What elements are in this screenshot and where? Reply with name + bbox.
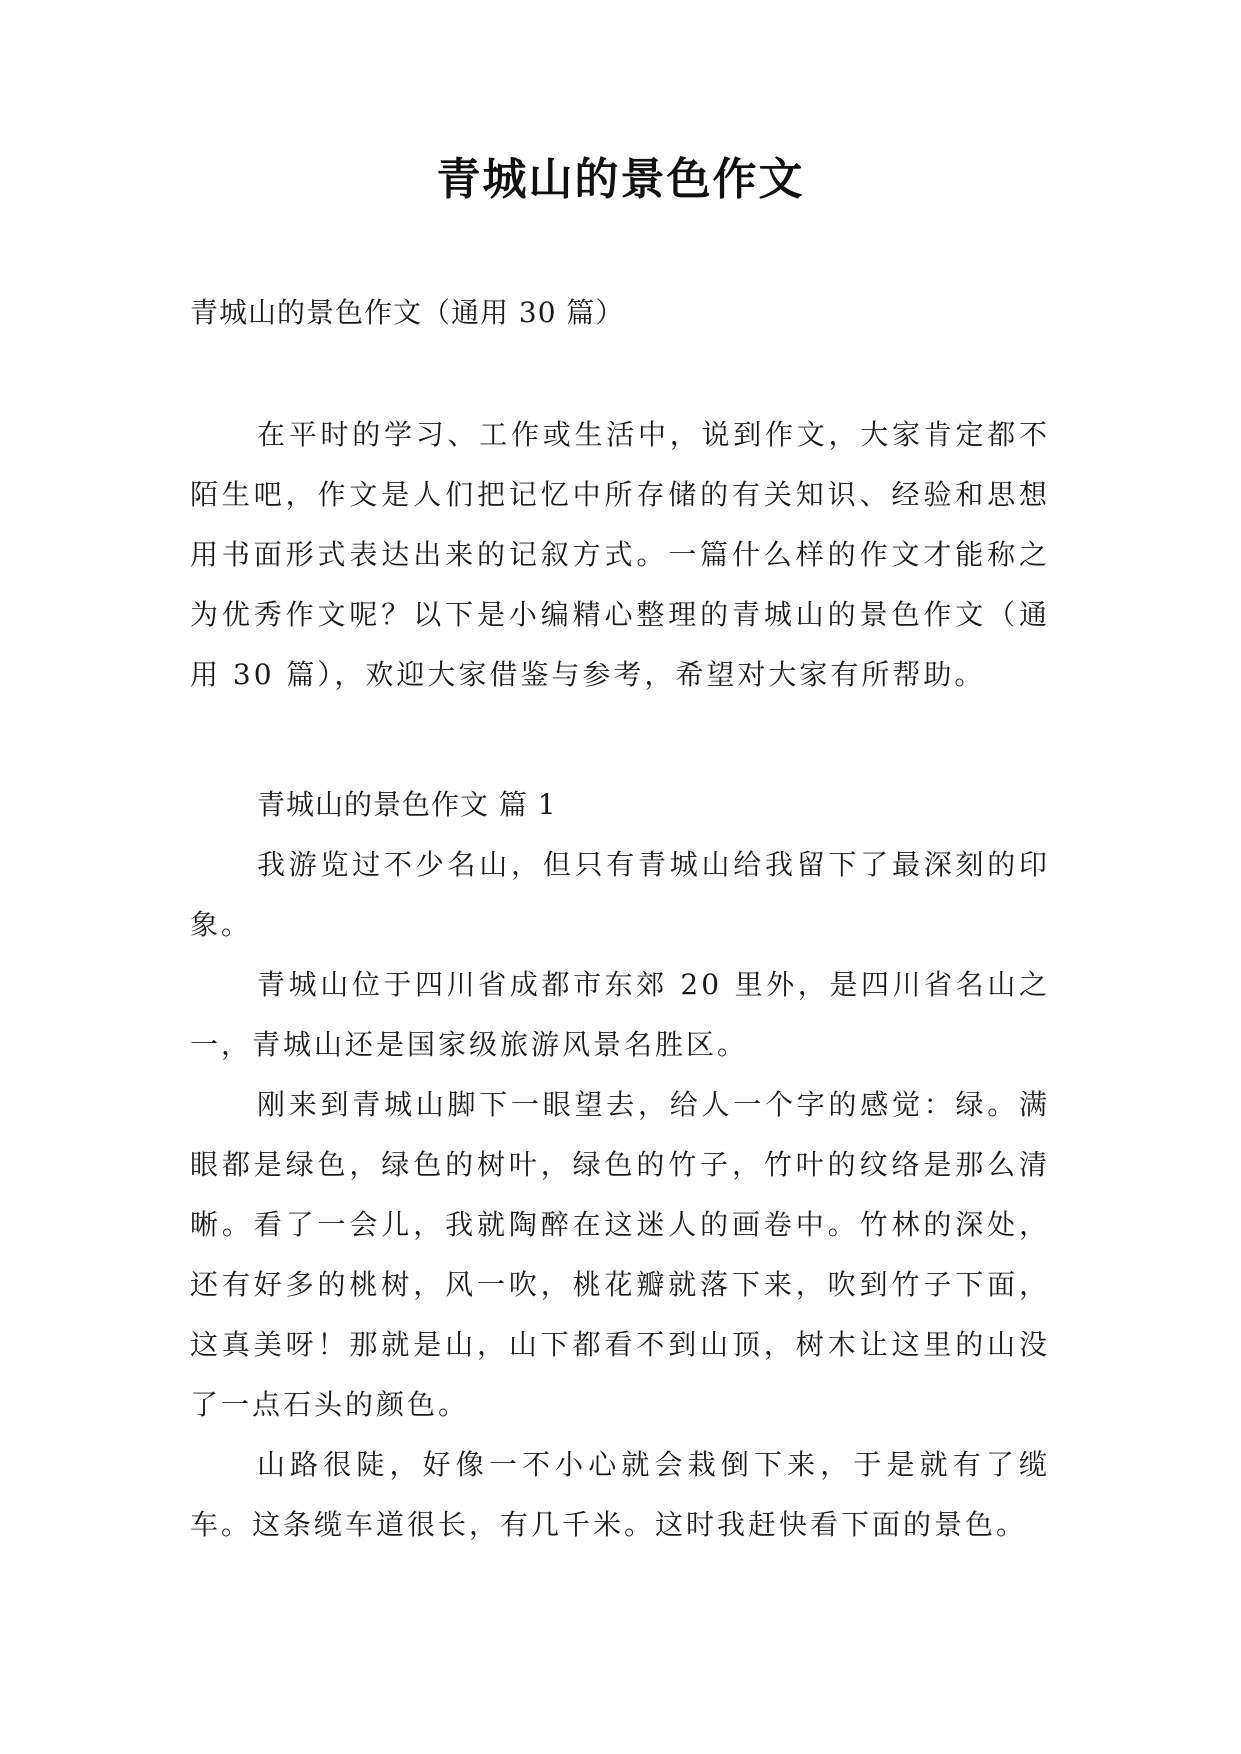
body-paragraph-3: 刚来到青城山脚下一眼望去，给人一个字的感觉：绿。满眼都是绿色，绿色的树叶，绿色的竹子，竹叶的纹络是那么清晰。看了一会儿，我就陶醉在这迷人的画卷中。竹林的深处，还有好多的桃树，风一吹，桃花瓣就落下来，吹到竹子下面，这真美呀！那就是山，山下都看不到山顶，树木让这里的山没了一点石头的颜色。 xyxy=(190,1088,1050,1421)
body-paragraph-4: 山路很陡，好像一不小心就会栽倒下来，于是就有了缆车。这条缆车道很长，有几千米。这时我赶快看下面的景色。 xyxy=(190,1448,1050,1541)
section-heading: 青城山的景色作文 篇 1 xyxy=(257,788,557,821)
intro-paragraph: 在平时的学习、工作或生活中，说到作文，大家肯定都不陌生吧，作文是人们把记忆中所存储的有关知识、经验和思想用书面形式表达出来的记叙方式。一篇什么样的作文才能称之为优秀作文呢？以下是小编精心整理的青城山的景色作文（通用 30 篇），欢迎大家借鉴与参考，希望对大家有所帮助。 xyxy=(190,418,1050,691)
document-title: 青城山的景色作文 xyxy=(436,154,805,205)
body-paragraph-2: 青城山位于四川省成都市东郊 20 里外，是四川省名山之一，青城山还是国家级旅游风景名胜区。 xyxy=(190,968,1050,1061)
body-paragraph-1: 我游览过不少名山，但只有青城山给我留下了最深刻的印象。 xyxy=(190,848,1050,941)
document-body xyxy=(190,405,1050,1555)
document-subtitle: 青城山的景色作文（通用 30 篇） xyxy=(190,296,625,329)
